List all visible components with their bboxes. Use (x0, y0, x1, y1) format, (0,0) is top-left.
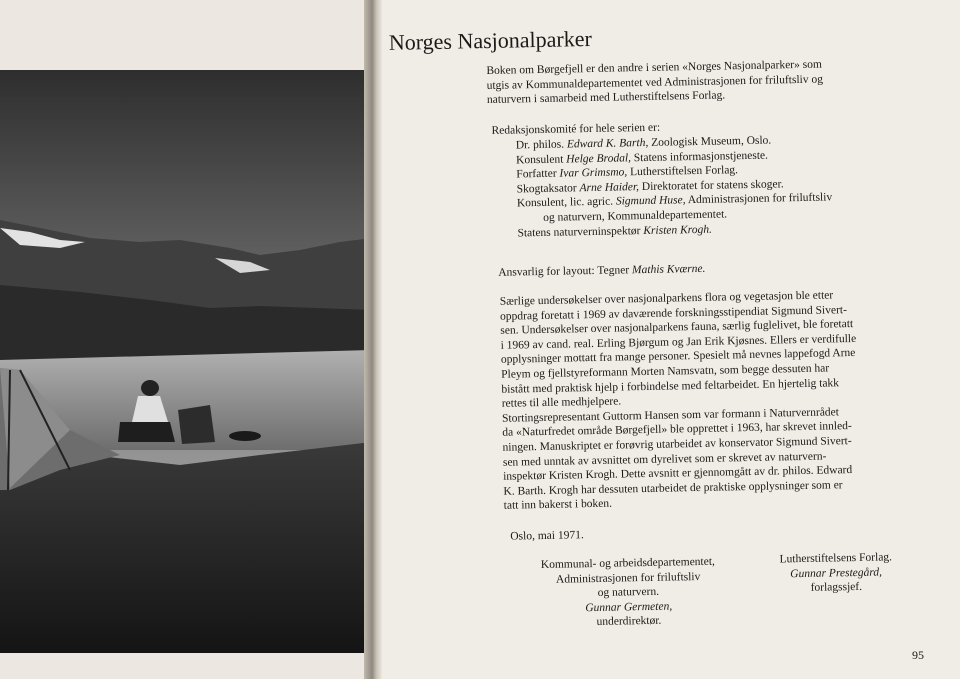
page-title: Norges Nasjonalparker (388, 25, 593, 55)
book-gutter (364, 0, 382, 679)
body-line: Stortingsrepresentant Guttorm Hansen som var formann i Naturvernrådet (501, 406, 840, 425)
body-paragraph (500, 288, 860, 514)
committee-member: Konsulent Helge Brodal, Statens informasjonstjeneste. (515, 149, 769, 167)
signatory-name: Gunnar Prestegård, (790, 566, 883, 580)
left-page (0, 0, 372, 679)
body-line: opplysninger mottatt fra mange personer. Spesielt må nevnes lappefogd Arne (500, 347, 856, 367)
layout-credit: Ansvarlig for layout: Tegner Mathis Kværne. (498, 262, 706, 279)
landscape-photo (0, 70, 372, 653)
body-line: sen. Undersøkelser over nasjonalparkens fauna, særlig fuglelivet, ble foretatt (500, 318, 854, 337)
body-line: inspektør Kristen Krogh. Dette avsnitt er gjennomgått av dr. philos. Edward (503, 464, 853, 483)
signature-right: Lutherstiftelsens Forlag. Gunnar Prestegård, forlagssjef. (751, 550, 922, 597)
committee-member: Konsulent, lic. agric. Sigmund Huse, Administrasjonen for friluftsliv (516, 191, 833, 210)
signatory-name: Gunnar Germeten, (585, 600, 673, 614)
body-line: da «Naturfredet område Børgefjell» ble opprettet i 1963, har skrevet innled- (502, 420, 852, 440)
body-line: rettes til alle medhjelpere. (501, 395, 622, 410)
committee-member: Dr. philos. Edward K. Barth, Zoologisk Museum, Oslo. (515, 134, 772, 152)
committee-member: Statens naturverninspektør Kristen Krogh. (517, 223, 713, 240)
body-line: bistått med praktisk hjelp i forbindelse med feltarbeidet. En hjertelig takk (501, 376, 840, 396)
date-line: Oslo, mai 1971. (510, 529, 584, 543)
body-line: i 1969 av cand. real. Erling Bjørgum og Jan Erik Kjøsnes. Ellers er verdifulle (500, 332, 857, 352)
intro-line: naturvern i samarbeid med Lutherstiftelsens Forlag. (486, 89, 726, 107)
body-line: K. Barth. Krogh har dessuten utarbeidet de praktiske opplysninger som er (503, 478, 843, 498)
body-line: Særlige undersøkelser over nasjonalparkens flora og vegetasjon ble etter (499, 289, 834, 308)
page-number: 95 (912, 648, 924, 662)
body-line: sen med unntak av avsnittet om dyrelivet som er skrevet av naturvern- (502, 450, 827, 469)
intro-line: Boken om Børgefjell er den andre i serien «Norges Nasjonalparker» som (486, 58, 822, 78)
intro-line: utgis av Kommunaldepartementet ved Administrasjonen for friluftsliv og (486, 73, 824, 92)
committee-list (516, 132, 833, 240)
committee-heading: Redaksjonskomité for hele serien er: (491, 121, 661, 137)
body-line: Pleym og fjellstyreformann Morten Namsvatn, som begge dessuten har (501, 362, 830, 381)
committee-member: og naturvern, Kommunaldepartementet. (543, 208, 728, 224)
body-line: tatt inn bakerst i boken. (503, 497, 613, 513)
intro-paragraph (486, 58, 823, 108)
committee-member: Forfatter Ivar Grimsmo, Lutherstiftelsen Forlag. (516, 164, 739, 181)
body-line: ningen. Manuskriptet er forøvrig utarbeidet av konservator Sigmund Sivert- (502, 435, 852, 454)
text-block (382, 0, 960, 679)
body-line: oppdrag foretatt i 1969 av daværende forskningsstipendiat Sigmund Sivert- (499, 303, 848, 323)
committee-member: Skogtaksator Arne Haider, Direktoratet for statens skoger. (516, 178, 784, 196)
right-page (382, 0, 960, 679)
signature-left: Kommunal- og arbeidsdepartementet, Administrasjonen for friluftsliv og naturvern. Gunnar Germeten, underdirektør. (513, 554, 744, 631)
